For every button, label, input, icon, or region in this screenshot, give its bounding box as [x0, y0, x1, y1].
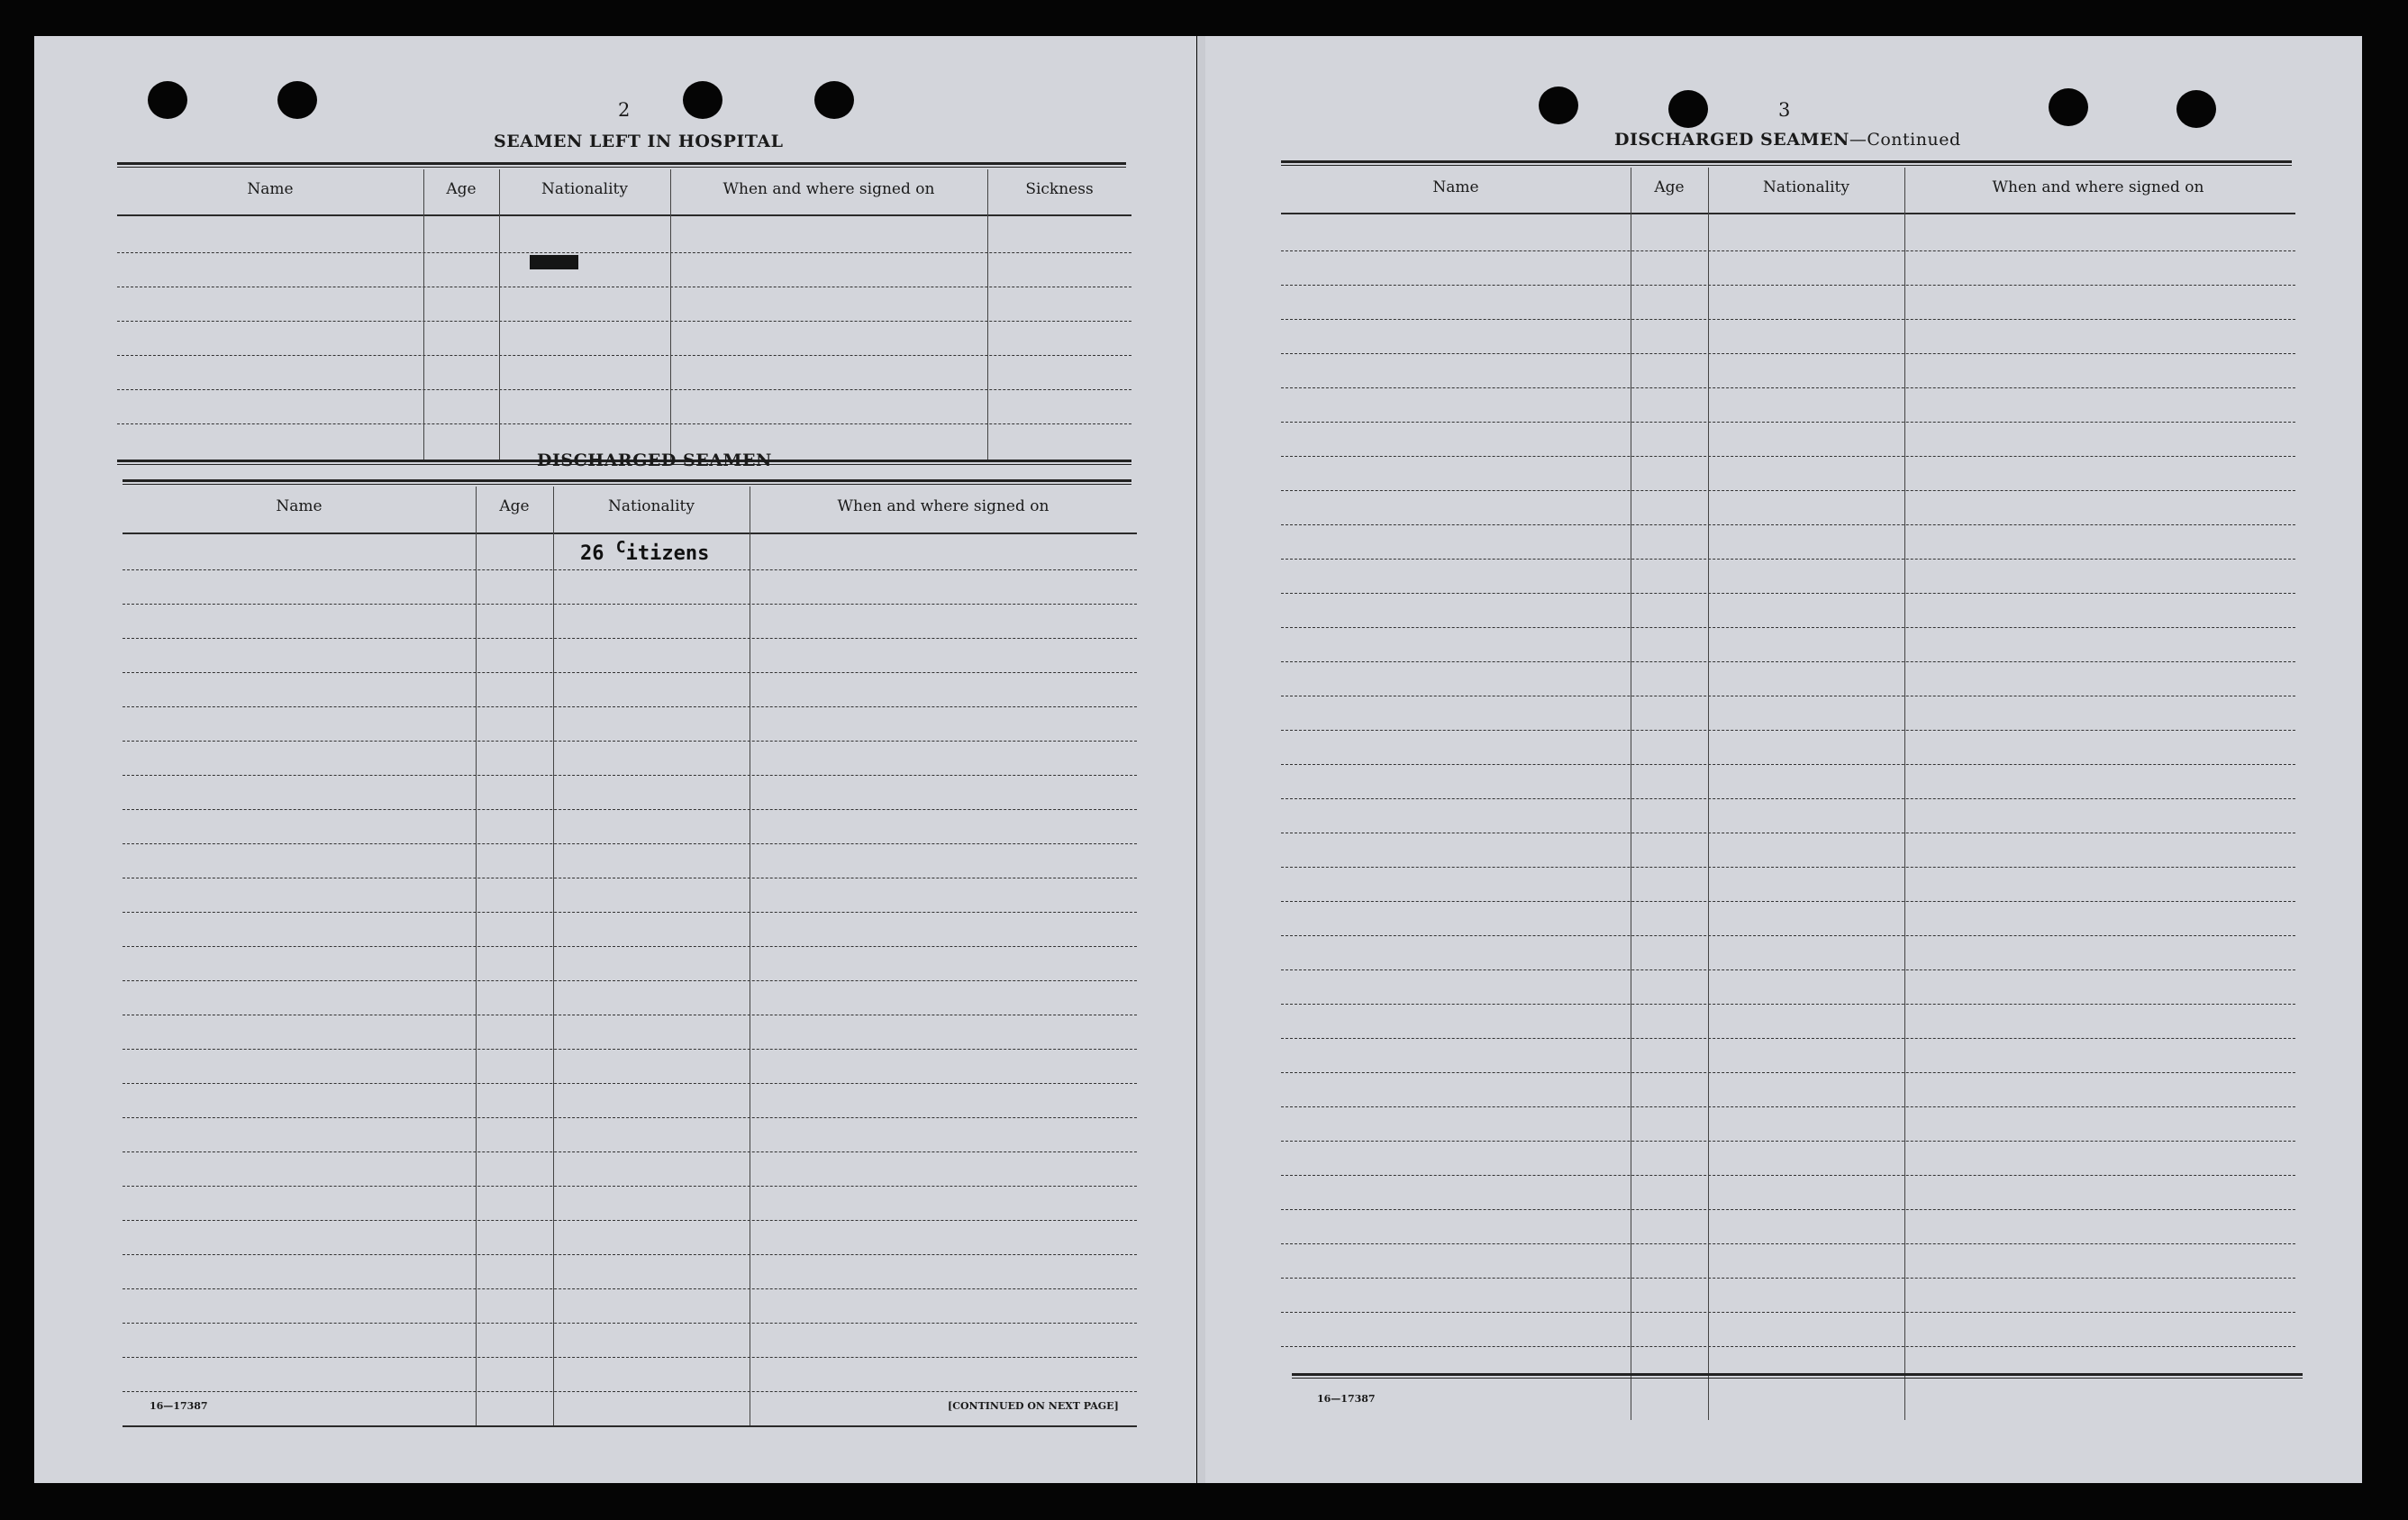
- col-head-age: Age: [1654, 178, 1685, 196]
- table-row-rule: [123, 775, 1137, 776]
- table-row-rule: [1281, 1106, 2295, 1107]
- table-row-rule: [1281, 798, 2295, 799]
- form-number: 16—17387: [1317, 1393, 1376, 1405]
- table-row-rule: [1281, 593, 2295, 594]
- table-row-rule: [123, 1357, 1137, 1358]
- table-row-rule: [1281, 661, 2295, 662]
- table-row-rule: [1281, 1038, 2295, 1039]
- table-row-rule: [117, 252, 1131, 253]
- col-head-name: Name: [1432, 178, 1479, 196]
- table-row-rule: [1281, 1072, 2295, 1073]
- double-rule: [123, 479, 1131, 485]
- table-row-rule: [1281, 901, 2295, 902]
- table-row-rule: [123, 809, 1137, 810]
- table-row-rule: [1281, 1175, 2295, 1176]
- col-head-signed-on: When and where signed on: [837, 497, 1050, 515]
- punch-hole: [1668, 90, 1708, 128]
- table-row-rule: [1281, 969, 2295, 970]
- title-suffix: —Continued: [1849, 130, 1961, 150]
- col-head-nationality: Nationality: [1763, 178, 1849, 196]
- table-row-rule: [123, 1186, 1137, 1187]
- typed-count: 26: [580, 542, 604, 565]
- col-divider: [553, 487, 554, 1425]
- punch-hole: [148, 81, 187, 119]
- table-row-rule: [1281, 1312, 2295, 1313]
- col-divider: [987, 169, 988, 462]
- discharged-section-title: DISCHARGED SEAMEN: [537, 451, 772, 470]
- double-rule: [117, 162, 1126, 168]
- col-head-age: Age: [499, 497, 530, 515]
- hospital-section-title: SEAMEN LEFT IN HOSPITAL: [494, 132, 784, 151]
- double-rule: [1292, 1373, 2303, 1379]
- table-row-rule: [117, 389, 1131, 390]
- table-row-rule: [1281, 935, 2295, 936]
- header-rule: [123, 532, 1137, 534]
- table-row-rule: [1281, 764, 2295, 765]
- col-head-nationality: Nationality: [608, 497, 695, 515]
- table-row-rule: [117, 355, 1131, 356]
- table-row-rule: [1281, 867, 2295, 868]
- col-divider: [1904, 168, 1905, 1420]
- typed-nationality-entry: [580, 538, 710, 565]
- punch-hole: [683, 81, 722, 119]
- discharged-continued-title: [1614, 130, 1961, 150]
- table-row-rule: [123, 843, 1137, 844]
- col-divider: [670, 169, 671, 462]
- table-row-rule: [1281, 353, 2295, 354]
- table-row-rule: [1281, 422, 2295, 423]
- page-number: 2: [618, 99, 631, 121]
- table-row-rule: [123, 1220, 1137, 1221]
- bottom-rule: [123, 1425, 1137, 1427]
- table-row-rule: [123, 1049, 1137, 1050]
- table-row-rule: [123, 672, 1137, 673]
- table-row-rule: [1281, 1278, 2295, 1279]
- table-row-rule: [1281, 387, 2295, 388]
- punch-hole: [2176, 90, 2216, 128]
- table-row-rule: [1281, 250, 2295, 251]
- table-row-rule: [1281, 1141, 2295, 1142]
- redaction-mark: [530, 255, 578, 269]
- col-divider: [1708, 168, 1709, 1420]
- table-row-rule: [123, 1323, 1137, 1324]
- punch-hole: [277, 81, 317, 119]
- form-number: 16—17387: [150, 1400, 208, 1412]
- table-row-rule: [123, 604, 1137, 605]
- table-row-rule: [1281, 524, 2295, 525]
- punch-hole: [1539, 86, 1578, 124]
- table-row-rule: [123, 1151, 1137, 1152]
- table-row-rule: [1281, 456, 2295, 457]
- table-row-rule: [123, 946, 1137, 947]
- table-row-rule: [123, 1117, 1137, 1118]
- continued-note: [CONTINUED ON NEXT PAGE]: [948, 1400, 1119, 1412]
- punch-hole: [2049, 88, 2088, 126]
- table-row-rule: [123, 980, 1137, 981]
- table-row-rule: [1281, 1209, 2295, 1210]
- table-row-rule: [1281, 1243, 2295, 1244]
- table-row-rule: [123, 1254, 1137, 1255]
- table-row-rule: [123, 1083, 1137, 1084]
- table-row-rule: [1281, 1346, 2295, 1347]
- col-head-signed-on: When and where signed on: [1992, 178, 2204, 196]
- double-rule: [1281, 160, 2292, 166]
- table-row-rule: [123, 912, 1137, 913]
- col-head-signed-on: When and where signed on: [722, 180, 935, 198]
- header-rule: [117, 214, 1131, 216]
- left-page: [34, 36, 1196, 1483]
- table-row-rule: [1281, 1004, 2295, 1005]
- table-row-rule: [1281, 627, 2295, 628]
- table-row-rule: [1281, 285, 2295, 286]
- col-divider: [423, 169, 424, 462]
- page-number: 3: [1778, 99, 1791, 121]
- table-row-rule: [123, 569, 1137, 570]
- table-row-rule: [123, 706, 1137, 707]
- table-row-rule: [123, 1391, 1137, 1392]
- table-row-rule: [1281, 559, 2295, 560]
- table-row-rule: [1281, 730, 2295, 731]
- table-row-rule: [1281, 490, 2295, 491]
- table-row-rule: [117, 321, 1131, 322]
- col-head-name: Name: [276, 497, 323, 515]
- table-row-rule: [123, 638, 1137, 639]
- typed-rest: itizens: [625, 542, 710, 565]
- punch-hole: [814, 81, 854, 119]
- table-row-rule: [117, 423, 1131, 424]
- table-row-rule: [123, 1288, 1137, 1289]
- typed-initial: C: [615, 538, 626, 557]
- table-row-rule: [1281, 319, 2295, 320]
- col-head-nationality: Nationality: [541, 180, 628, 198]
- col-divider: [499, 169, 500, 462]
- title-main: DISCHARGED SEAMEN: [1614, 130, 1849, 150]
- col-head-age: Age: [446, 180, 477, 198]
- table-row-rule: [123, 741, 1137, 742]
- right-page: [1205, 36, 2362, 1483]
- col-divider: [476, 487, 477, 1425]
- header-rule: [1281, 213, 2295, 214]
- page-fold: [1197, 36, 1205, 1483]
- col-head-sickness: Sickness: [1025, 180, 1094, 198]
- col-head-name: Name: [247, 180, 294, 198]
